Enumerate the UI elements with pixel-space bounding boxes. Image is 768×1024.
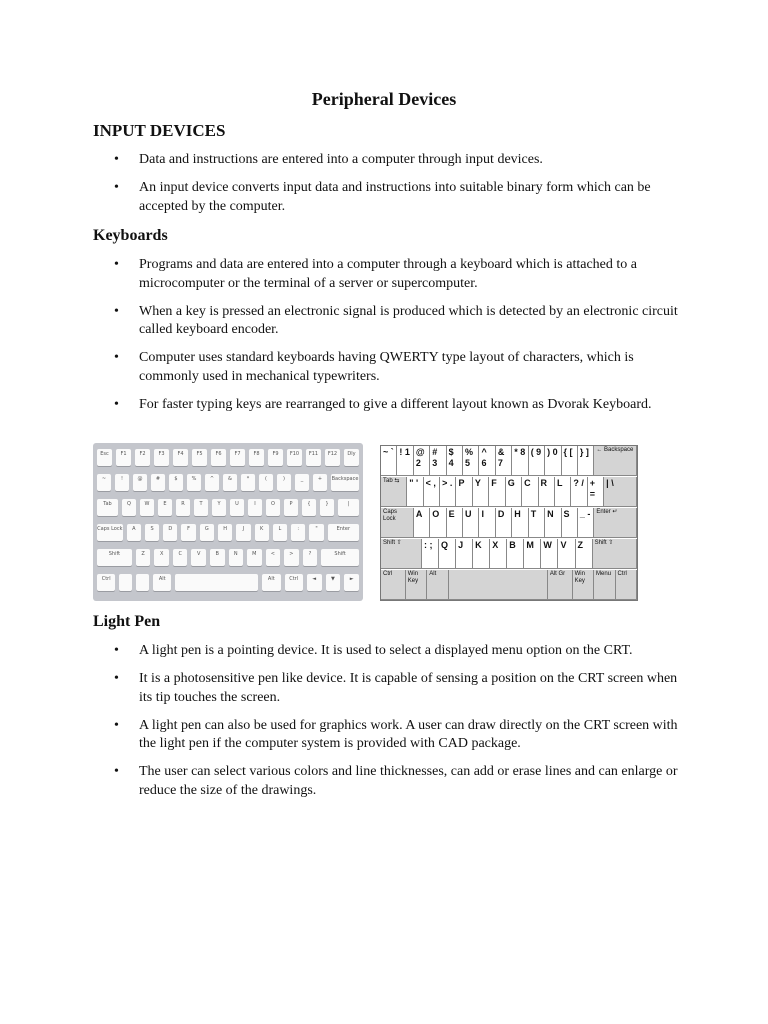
keyboard-key: F <box>181 524 195 541</box>
light-pen-list <box>93 642 678 810</box>
light-pen-heading: Light Pen <box>93 613 161 630</box>
keyboard-key: K <box>473 539 490 569</box>
keyboard-key: + = <box>588 477 604 507</box>
keyboard-key: ? <box>303 549 318 566</box>
keyboard-key: T <box>194 499 208 516</box>
keyboard-key <box>175 574 258 591</box>
keyboard-key: D <box>496 508 512 538</box>
keyboard-key: U <box>463 508 479 538</box>
keyboard-key: ^ 6 <box>479 446 495 476</box>
keyboard-key: ? / <box>571 477 587 507</box>
keyboard-key: Ctrl <box>616 570 637 600</box>
keyboard-key: F12 <box>325 449 340 466</box>
keyboard-key: V <box>191 549 206 566</box>
keyboard-key: T <box>529 508 545 538</box>
keyboard-key: F8 <box>249 449 264 466</box>
keyboard-key <box>119 574 132 591</box>
keyboard-key: Enter ↵ <box>594 508 637 538</box>
keyboard-key: F2 <box>135 449 150 466</box>
keyboard-key: ) 0 <box>545 446 561 476</box>
keyboard-key: Y <box>473 477 489 507</box>
keyboard-key: | <box>338 499 359 516</box>
keyboards-heading: Keyboards <box>93 227 168 244</box>
keyboard-key: : ; <box>422 539 439 569</box>
keyboard-key: K <box>255 524 269 541</box>
keyboard-key: ( 9 <box>529 446 545 476</box>
keyboard-key: + <box>313 474 327 491</box>
keyboard-key: ► <box>344 574 359 591</box>
keyboard-key: W <box>541 539 558 569</box>
keyboard-key: & 7 <box>496 446 512 476</box>
keyboard-key: * <box>241 474 255 491</box>
keyboard-key: Caps Lock <box>381 508 414 538</box>
list-item: • A light pen is a pointing device. It is used to select a displayed menu option on the CRT. <box>93 642 678 661</box>
keyboard-key: F9 <box>268 449 283 466</box>
keyboard-key: S <box>145 524 159 541</box>
keyboard-key: F7 <box>230 449 245 466</box>
list-item: • For faster typing keys are rearranged to give a different layout known as Dvorak Keyboard. <box>93 396 678 415</box>
keyboard-key: F <box>489 477 505 507</box>
keyboard-key: Alt <box>427 570 448 600</box>
keyboard-key: Ctrl <box>97 574 115 591</box>
keyboard-key: Tab ⇆ <box>381 477 407 507</box>
keyboard-key: | \ <box>604 477 637 507</box>
keyboard-key <box>136 574 149 591</box>
qwerty-keyboard-image <box>93 443 363 601</box>
keyboard-key <box>449 570 548 600</box>
keyboard-key: C <box>522 477 538 507</box>
keyboard-key: : <box>291 524 305 541</box>
keyboard-key: Enter <box>328 524 359 541</box>
keyboard-key: Dly <box>344 449 359 466</box>
keyboard-key: Tab <box>97 499 118 516</box>
keyboard-key: G <box>200 524 214 541</box>
keyboard-key: % 5 <box>463 446 479 476</box>
keyboard-key: Shift ⇧ <box>593 539 637 569</box>
keyboard-key: Ctrl <box>381 570 406 600</box>
keyboard-key: H <box>218 524 232 541</box>
keyboard-key: E <box>447 508 463 538</box>
keyboard-key: < , <box>424 477 440 507</box>
keyboard-key: N <box>545 508 561 538</box>
keyboard-key: Menu <box>594 570 615 600</box>
keyboard-key: J <box>236 524 250 541</box>
keyboard-key: F1 <box>116 449 131 466</box>
keyboard-key: { [ <box>562 446 578 476</box>
keyboard-key: A <box>127 524 141 541</box>
list-item: • Programs and data are entered into a computer through a keyboard which is attached to a microcomputer or the terminal of a server or supercomputer. <box>93 256 678 293</box>
keyboard-key: ~ ` <box>381 446 397 476</box>
keyboard-key: Shift <box>321 549 359 566</box>
keyboard-key: Y <box>212 499 226 516</box>
keyboard-key: " <box>309 524 323 541</box>
list-item: • It is a photosensitive pen like device. It is capable of sensing a position on the CRT screen when its tip touches the screen. <box>93 670 678 707</box>
keyboard-key: X <box>154 549 169 566</box>
keyboard-key: R <box>176 499 190 516</box>
keyboard-key: C <box>173 549 188 566</box>
keyboard-key: Q <box>122 499 136 516</box>
keyboard-key: < <box>266 549 281 566</box>
keyboard-key: I <box>248 499 262 516</box>
keyboard-key: { <box>302 499 316 516</box>
keyboard-key: Win Key <box>573 570 594 600</box>
keyboard-key: % <box>187 474 201 491</box>
keyboard-key: Ctrl <box>285 574 303 591</box>
keyboard-key: R <box>539 477 555 507</box>
keyboard-key: F5 <box>192 449 207 466</box>
keyboard-key: Z <box>136 549 151 566</box>
keyboard-key: _ <box>295 474 309 491</box>
list-item: • A light pen can also be used for graphics work. A user can draw directly on the CRT screen with the light pen if the computer system is provided with CAD package. <box>93 717 678 754</box>
keyboard-key: Backspace <box>331 474 359 491</box>
dvorak-keyboard-image <box>380 445 638 601</box>
keyboard-key: Caps Lock <box>97 524 123 541</box>
keyboard-key: Shift ⇧ <box>381 539 422 569</box>
keyboard-key: M <box>247 549 262 566</box>
input-devices-heading: INPUT DEVICES <box>93 121 226 140</box>
keyboard-key: W <box>140 499 154 516</box>
list-item: • An input device converts input data and instructions into suitable binary form which can be accepted by the computer. <box>93 179 678 216</box>
list-item: • When a key is pressed an electronic signal is produced which is detected by an electronic circuit called keyboard encoder. <box>93 303 678 340</box>
keyboard-key: M <box>524 539 541 569</box>
keyboard-key: ← Backspace <box>594 446 637 476</box>
keyboards-list <box>93 256 678 424</box>
keyboard-key: Alt <box>153 574 171 591</box>
keyboard-key: Alt <box>262 574 280 591</box>
keyboard-key: B <box>210 549 225 566</box>
keyboard-key: ! 1 <box>397 446 413 476</box>
keyboard-key: F3 <box>154 449 169 466</box>
keyboard-key: ◄ <box>307 574 322 591</box>
keyboard-key: ▼ <box>326 574 341 591</box>
keyboard-key: } ] <box>578 446 594 476</box>
list-item: • Data and instructions are entered into a computer through input devices. <box>93 151 678 170</box>
keyboard-key: G <box>506 477 522 507</box>
keyboard-key: E <box>158 499 172 516</box>
keyboard-key: P <box>284 499 298 516</box>
page-title: Peripheral Devices <box>311 89 457 109</box>
keyboard-key: ^ <box>205 474 219 491</box>
keyboard-key: Q <box>439 539 456 569</box>
keyboard-key: # <box>151 474 165 491</box>
keyboard-key: @ <box>133 474 147 491</box>
keyboard-key: O <box>266 499 280 516</box>
keyboard-key: L <box>273 524 287 541</box>
keyboard-key: Z <box>576 539 593 569</box>
keyboard-key: H <box>512 508 528 538</box>
keyboard-key: ) <box>277 474 291 491</box>
keyboard-key: F11 <box>306 449 321 466</box>
keyboard-key: ( <box>259 474 273 491</box>
keyboard-key: X <box>490 539 507 569</box>
keyboard-key: B <box>507 539 524 569</box>
keyboard-key: # 3 <box>430 446 446 476</box>
keyboard-key: P <box>456 477 472 507</box>
keyboard-key: Win Key <box>406 570 427 600</box>
keyboard-key: F4 <box>173 449 188 466</box>
keyboard-key: F10 <box>287 449 302 466</box>
keyboard-key: Esc <box>97 449 112 466</box>
keyboard-key: ! <box>115 474 129 491</box>
list-item: • Computer uses standard keyboards having QWERTY type layout of characters, which is commonly used in mechanical typewriters. <box>93 349 678 386</box>
list-item: • The user can select various colors and line thicknesses, can add or erase lines and can enlarge or reduce the size of the drawings. <box>93 763 678 800</box>
keyboard-key: F6 <box>211 449 226 466</box>
keyboard-key: Alt Gr <box>548 570 573 600</box>
keyboard-key: ~ <box>97 474 111 491</box>
keyboard-key: U <box>230 499 244 516</box>
keyboard-key: V <box>558 539 575 569</box>
input-devices-list <box>93 151 678 226</box>
keyboard-key: D <box>163 524 177 541</box>
keyboard-key: } <box>320 499 334 516</box>
keyboard-key: J <box>456 539 473 569</box>
keyboard-key: N <box>229 549 244 566</box>
keyboard-key: $ 4 <box>447 446 463 476</box>
keyboard-key: A <box>414 508 430 538</box>
keyboard-key: > . <box>440 477 456 507</box>
keyboard-key: $ <box>169 474 183 491</box>
keyboard-key: S <box>562 508 578 538</box>
keyboard-key: @ 2 <box>414 446 430 476</box>
keyboard-key: > <box>284 549 299 566</box>
keyboard-key: O <box>430 508 446 538</box>
keyboard-key: I <box>479 508 495 538</box>
keyboard-key: & <box>223 474 237 491</box>
keyboard-key: L <box>555 477 571 507</box>
keyboard-key: " ' <box>407 477 423 507</box>
keyboard-key: * 8 <box>512 446 528 476</box>
keyboard-key: Shift <box>97 549 132 566</box>
keyboard-key: _ - <box>578 508 594 538</box>
